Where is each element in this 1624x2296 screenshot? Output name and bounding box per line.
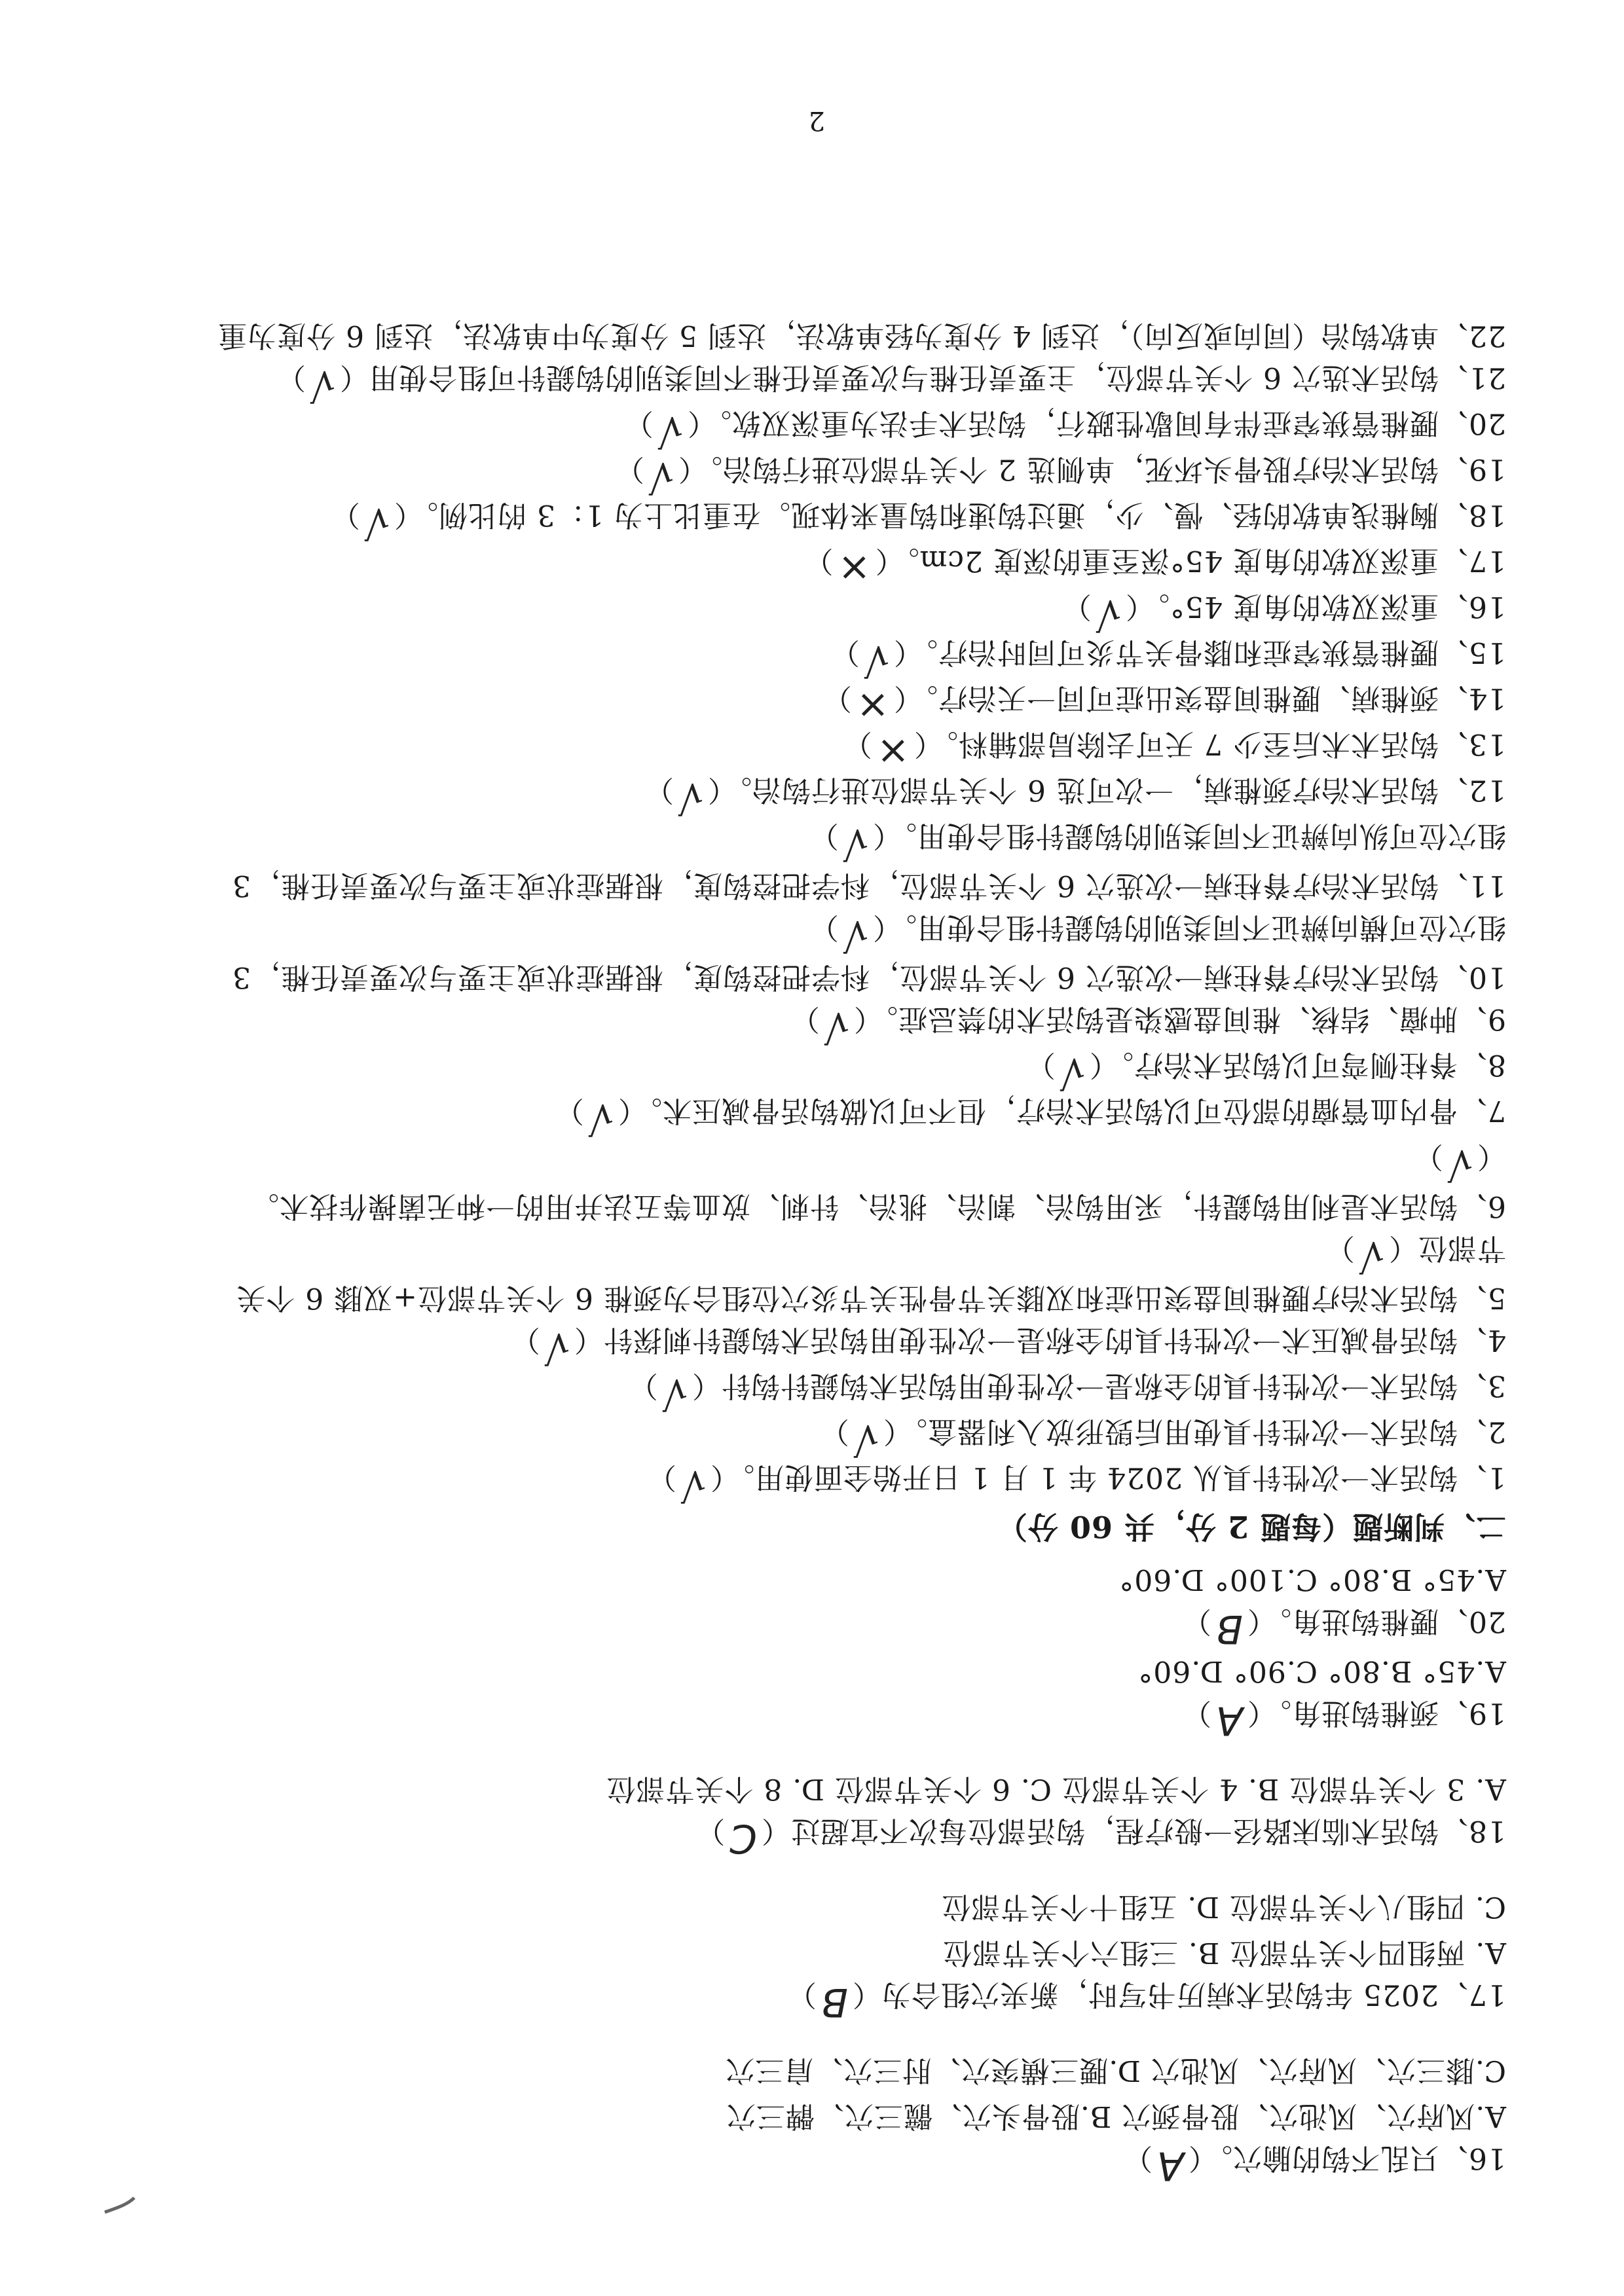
exam-line (92, 2047, 1506, 2093)
closing-paren: ） (1325, 1231, 1355, 1265)
line-text: 20、腰椎管狭窄症伴有间歇性跛行，钩活术手法为重深双软。（ (687, 407, 1506, 440)
line-text: 15、腰椎管狭窄症和膝骨关节炎可同时治疗。（ (893, 636, 1506, 669)
exam-line (92, 1412, 1506, 1462)
line-text: 组穴位可横向辨证不同类别的钩鍉针组合使用。（ (872, 911, 1506, 944)
line-text: 12、钩活术治疗颈椎病，一次可选 6 个关节部位进行钩治。（ (707, 773, 1506, 807)
exam-line (92, 816, 1506, 866)
closing-paren: ） (822, 682, 852, 715)
line-text: C.膝三穴、风府穴、风池穴 D.腰三横突穴、肘三穴、肩三穴 (725, 2054, 1506, 2087)
line-text: 9、肿瘤、结核、椎间盘感染是钩活术的禁忌症。（ (853, 1002, 1506, 1036)
exam-content (92, 312, 1506, 2189)
handwritten-answer: √ (1447, 1141, 1473, 1187)
exam-line (92, 1091, 1506, 1141)
handwritten-answer: √ (1059, 1049, 1085, 1095)
exam-line (92, 450, 1506, 500)
handwritten-answer: √ (863, 637, 889, 683)
line-text: 19、颈椎钩进角。（ (1247, 1696, 1506, 1730)
handwritten-answer: √ (1095, 591, 1122, 637)
exam-line (92, 1884, 1506, 1929)
closing-paren: ） (786, 1978, 817, 2011)
exam-line (92, 1694, 1506, 1743)
line-text: 18、钩活术临床路径一般疗程，钩活部位每次不宜超过（ (761, 1814, 1506, 1848)
line-text: 11、钩活术治疗脊柱病一次选穴 6 个关节部位，科学把控钩度，根据症状或主要与次要责任椎，3 (232, 869, 1506, 902)
exam-line (92, 1000, 1506, 1049)
exam-line (92, 541, 1506, 591)
line-text: 组穴位可纵向辨证不同类别的钩鍉针组合使用。（ (872, 819, 1506, 852)
exam-line (92, 1766, 1506, 1812)
exam-line (92, 1504, 1506, 1550)
handwritten-answer: √ (842, 912, 868, 958)
handwritten-answer: √ (657, 408, 683, 454)
exam-line (92, 1183, 1506, 1229)
spacer (92, 1857, 1506, 1884)
handwritten-answer: √ (363, 500, 390, 545)
closing-paren: ） (1413, 1140, 1443, 1173)
handwritten-answer: A (1215, 1698, 1243, 1743)
closing-paren: ） (330, 498, 360, 532)
line-text: 二、判断题（每题 2 分，共 60 分） (996, 1509, 1506, 1544)
handwritten-answer: √ (677, 774, 704, 820)
exam-line (92, 771, 1506, 820)
handwritten-answer: B (820, 1979, 849, 2025)
handwritten-answer: A (1156, 2143, 1184, 2189)
exam-line (92, 908, 1506, 958)
spacer (92, 1740, 1506, 1766)
exam-line (92, 1366, 1506, 1416)
closing-paren: ） (554, 1094, 584, 1127)
handwritten-answer: √ (853, 1416, 879, 1462)
line-text: A. 两组四个关节部位 B. 三组六个关节部位 (942, 1936, 1506, 1969)
exam-line (92, 1556, 1506, 1602)
handwritten-answer: √ (587, 1095, 614, 1141)
exam-line (92, 1458, 1506, 1508)
exam-line (92, 1275, 1506, 1321)
line-text: C. 四组八个关节部位 D. 五组十个关节部位 (941, 1890, 1506, 1923)
line-text: 14、颈椎病、腰椎间盘突出症可同一天治疗。（ (893, 682, 1506, 715)
line-text: 17、2025 年钩活术病历书写时，新夹穴组合为（ (852, 1978, 1506, 2011)
line-text: 16、只乱不钩的腧穴。（ (1188, 2141, 1506, 2175)
closing-paren: ） (1025, 1048, 1056, 1082)
exam-line (92, 1137, 1506, 1187)
line-text: （ (1477, 1140, 1506, 1173)
line-text: A.45° B.80° C.100° D.60° (1118, 1563, 1506, 1596)
line-text: 18、胸椎浅单软的轻、慢、少，通过钩速和钩量来体现。在重比上为 1：3 的比例。（ (394, 498, 1506, 532)
closing-paren: ） (276, 361, 306, 394)
exam-line (92, 725, 1506, 774)
closing-paren: ） (695, 1814, 726, 1848)
exam-line (92, 1229, 1506, 1279)
exam-line (92, 862, 1506, 908)
line-text: 16、重深双软的角度 45°。（ (1125, 590, 1506, 623)
closing-paren: ） (1061, 590, 1092, 623)
spacer (92, 2021, 1506, 2047)
handwritten-answer: √ (309, 362, 336, 408)
exam-line (92, 404, 1506, 454)
closing-paren: ） (623, 407, 654, 440)
closing-paren: ） (803, 544, 834, 577)
line-text: 13、钩活术术后至少 7 天可去除局部辅料。（ (913, 727, 1506, 761)
exam-line (92, 1929, 1506, 1975)
closing-paren: ） (790, 1002, 820, 1036)
closing-paren: ） (614, 452, 644, 486)
closing-paren: ） (842, 727, 872, 761)
line-text: 20、腰椎钩进角。（ (1247, 1605, 1506, 1638)
line-text: 节部位（ (1388, 1231, 1506, 1265)
handwritten-answer: B (1215, 1606, 1243, 1652)
line-text: 2、钩活术一次性针具使用后毁形放入利器盒。（ (883, 1415, 1506, 1448)
line-text: 8、脊柱侧弯可以钩活术治疗。（ (1089, 1048, 1506, 1082)
handwritten-answer: × (837, 545, 871, 591)
line-text: A. 3 个关节部位 B. 4 个关节部位 C. 6 个关节部位 D. 8 个关节部位 (606, 1772, 1506, 1806)
exam-line (92, 312, 1506, 358)
line-text: 5、钩活术治疗腰椎间盘突出症和双膝关节骨性关节炎穴位组合为颈椎 6 个关节部位+双膝 6 个关 (236, 1281, 1506, 1315)
exam-line (92, 954, 1506, 1000)
closing-paren: ） (644, 773, 674, 807)
line-text: 6、钩活术是利用钩鍉针，采用钩治、割治、挑治、针刺、放血等五法并用的一种无菌操作技术。 (249, 1190, 1506, 1223)
exam-line (92, 358, 1506, 408)
handwritten-answer: C (729, 1815, 757, 1861)
handwritten-answer: √ (648, 454, 674, 500)
closing-paren: ） (1122, 2141, 1153, 2175)
closing-paren: ） (646, 1461, 676, 1494)
handwritten-answer: × (876, 729, 910, 774)
handwritten-answer: √ (544, 1324, 570, 1370)
closing-paren: ） (830, 636, 860, 669)
exam-line (92, 1648, 1506, 1694)
exam-line (92, 1602, 1506, 1652)
handwritten-answer: √ (1358, 1233, 1384, 1279)
line-text: 7、骨内血管瘤的部位可以钩活术治疗，但不可以做钩活骨减压术。（ (618, 1094, 1506, 1127)
closing-paren: ） (1181, 1696, 1211, 1730)
line-text: 3、钩活术一次性针具的全称是一次性使用钩活术钩鍉针钩针（ (692, 1369, 1506, 1402)
handwritten-answer: √ (842, 820, 868, 866)
line-text: A.风府穴、风池穴、股骨颈穴 B.股骨头穴、髋三穴、髀三穴 (726, 2100, 1506, 2133)
exam-line (92, 1812, 1506, 1861)
closing-paren: ） (819, 1415, 849, 1448)
line-text: 22、单软钩治（同向或反向），达到 4 分度为轻单软法，达到 5 分度为中单软法，达到 6 分度为重 (217, 319, 1506, 352)
closing-paren: ） (809, 911, 839, 944)
line-text: 10、钩活术治疗脊柱病一次选穴 6 个关节部位，科学把控钩度，根据症状或主要与次要责任椎，3 (232, 960, 1506, 994)
exam-line (92, 1321, 1506, 1370)
line-text: 4、钩活骨减压术一次性针具的全称是一次性使用钩活术钩鍉针刺探针（ (574, 1323, 1506, 1357)
line-text: 21、钩活术选穴 6 个关节部位，主要责任椎与次要责任椎不同类别的钩鍉针可组合使用（ (339, 361, 1506, 394)
line-text: 19、钩活术治疗股骨头坏死，单侧选 2 个关节部位进行钩治。（ (678, 452, 1506, 486)
exam-line (92, 633, 1506, 683)
handwritten-answer: √ (661, 1370, 688, 1416)
page-number: 2 (808, 105, 825, 136)
line-text: 17、重深双软的角度 45°深至重的深度 2cm。（ (874, 544, 1506, 577)
line-text: 1、钩活术一次性针具从 2024 年 1 月 1 日开始全面使用。（ (710, 1461, 1506, 1494)
scan-speck-icon (98, 2191, 138, 2217)
closing-paren: ） (510, 1323, 540, 1357)
exam-line (92, 679, 1506, 729)
exam-line (92, 2139, 1506, 2189)
exam-line (92, 587, 1506, 637)
line-text: A.45° B.80° C.90° D.60° (1137, 1654, 1506, 1688)
handwritten-answer: √ (823, 1004, 849, 1049)
exam-line (92, 1046, 1506, 1095)
closing-paren: ） (809, 819, 839, 852)
handwritten-answer: × (855, 683, 889, 729)
exam-line (92, 496, 1506, 545)
handwritten-answer: √ (680, 1462, 707, 1508)
closing-paren: ） (1181, 1605, 1211, 1638)
exam-line (92, 2093, 1506, 2139)
exam-line (92, 1975, 1506, 2025)
closing-paren: ） (628, 1369, 658, 1402)
